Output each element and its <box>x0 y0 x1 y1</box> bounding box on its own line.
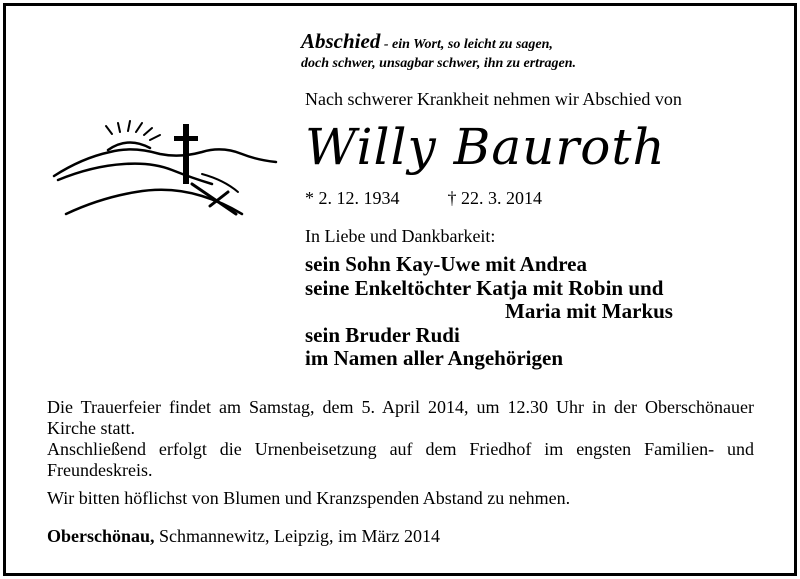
family-list <box>305 253 673 371</box>
burial-paragraph: Anschließend erfolgt die Urnenbeisetzung auf dem Friedhof im engsten Familien- und Freundeskreis. <box>47 439 754 480</box>
closing-rest: Schmannewitz, Leipzig, im März 2014 <box>154 526 440 546</box>
birth-date: * 2. 12. 1934 <box>305 188 400 208</box>
family-line: sein Bruder Rudi <box>305 322 460 347</box>
closing-line <box>47 526 440 547</box>
family-line: Maria mit Markus <box>505 299 673 323</box>
motto-line2: doch schwer, unsagbar schwer, ihn zu ertragen. <box>301 56 577 71</box>
service-paragraph: Die Trauerfeier findet am Samstag, dem 5. April 2014, um 12.30 Uhr in der Oberschönauer Kirche statt. <box>47 397 754 438</box>
flowers-paragraph: Wir bitten höflichst von Blumen und Kranzspenden Abstand zu nehmen. <box>47 488 571 508</box>
thanks-line: In Liebe und Dankbarkeit: <box>305 226 496 246</box>
life-dates <box>305 188 542 209</box>
motto <box>301 29 577 73</box>
family-line: seine Enkeltöchter Katja mit Robin und <box>305 275 664 300</box>
intro-line: Nach schwerer Krankheit nehmen wir Abschied von <box>305 89 682 109</box>
motto-rest: - ein Wort, so leicht zu sagen, <box>380 37 553 52</box>
family-line: sein Sohn Kay-Uwe mit Andrea <box>305 252 587 276</box>
motto-lead: Abschied <box>301 29 381 53</box>
deceased-name: Willy Bauroth <box>305 118 666 176</box>
closing-place: Oberschönau, <box>47 526 155 546</box>
landscape-with-cross-and-sunrise-icon <box>52 118 280 218</box>
family-line: im Namen aller Angehörigen <box>305 346 564 370</box>
death-date: † 22. 3. 2014 <box>447 188 542 208</box>
